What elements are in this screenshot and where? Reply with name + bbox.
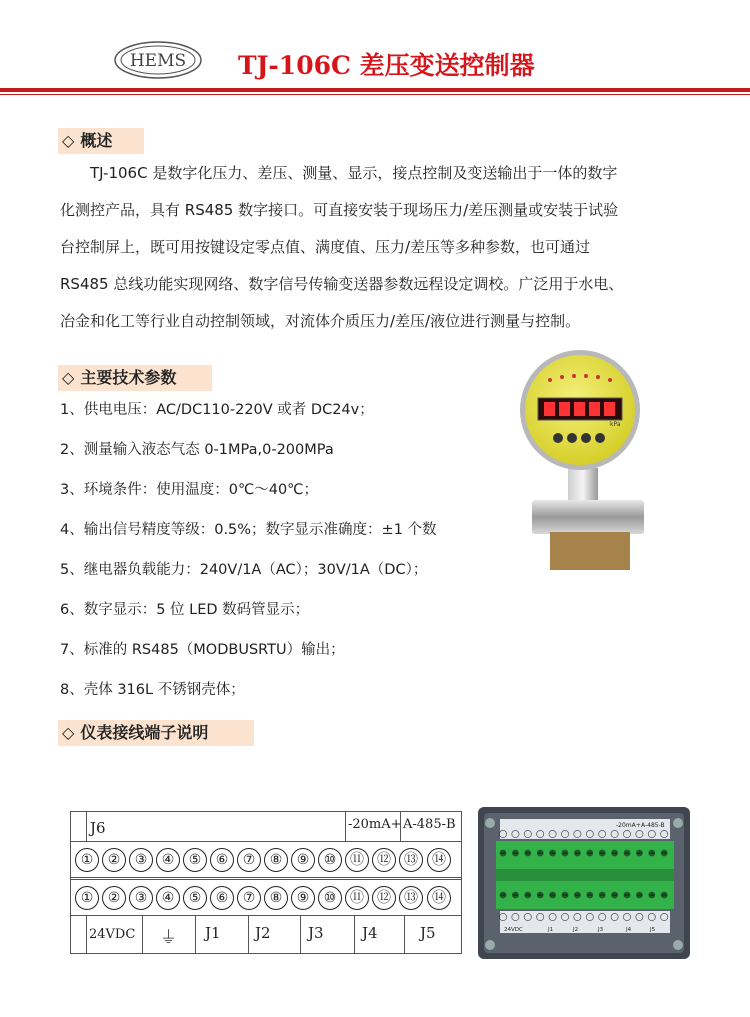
screw-slot: [600, 894, 605, 895]
terminal-number: ①: [75, 886, 99, 910]
spec-item: 8、壳体 316L 不锈钢壳体；: [60, 682, 245, 698]
screw-slot: [550, 894, 555, 895]
table-border: [70, 841, 462, 842]
screw-slot: [612, 852, 617, 853]
terminal-number: ⑦: [237, 848, 261, 872]
terminal-number: ⑧: [264, 848, 288, 872]
terminal-number: ③: [129, 848, 153, 872]
photo-24vdc-label: 24VDC: [504, 927, 523, 933]
terminal-block-photo: [478, 807, 690, 959]
table-border: [354, 915, 355, 953]
header-cell-j6: J6: [90, 819, 106, 837]
header-cell-current: -20mA+: [348, 817, 402, 832]
spec-item: 6、数字显示：5 位 LED 数码管显示；: [60, 602, 310, 618]
terminal-number: ⑫: [372, 848, 396, 872]
overview-line: 台控制屏上，既可用按键设定零点值、满度值、压力/差压等多种参数，也可通过: [60, 238, 591, 256]
terminal-number: ②: [102, 886, 126, 910]
terminal-number: ⑪: [345, 848, 369, 872]
ground-icon: ⏚: [160, 928, 177, 948]
table-border: [195, 915, 196, 953]
section-terminals-heading: ◇ 仪表接线端子说明: [58, 720, 254, 746]
terminal-number: ②: [102, 848, 126, 872]
page-title: TJ-106C 差压变送控制器: [238, 51, 535, 80]
terminal-number: ⑧: [264, 886, 288, 910]
screw-slot: [625, 852, 630, 853]
terminal-number: ⑭: [427, 886, 451, 910]
footer-cell-j3: J3: [308, 924, 324, 942]
photo-rs485-label: A-485-B: [641, 822, 665, 829]
terminal-number: ⑤: [183, 848, 207, 872]
terminal-number: ⑥: [210, 886, 234, 910]
screw-slot: [501, 852, 506, 853]
terminal-number: ⑦: [237, 886, 261, 910]
diamond-icon: ◇: [62, 131, 75, 150]
terminal-table: [70, 811, 462, 954]
header-rule-thin: [0, 94, 750, 95]
table-border: [461, 811, 462, 954]
screw-slot: [575, 894, 580, 895]
hems-logo: [113, 40, 203, 80]
overview-line: 化测控产品，具有 RS485 数字接口。可直接安装于现场压力/差压测量或安装于试验: [60, 201, 619, 219]
device-photo: [510, 350, 648, 570]
terminal-number: ①: [75, 848, 99, 872]
table-border: [86, 811, 87, 841]
terminal-number: ⑫: [372, 886, 396, 910]
screw-slot: [525, 894, 530, 895]
terminal-number: ③: [129, 886, 153, 910]
terminal-number: ⑩: [318, 848, 342, 872]
screw-slot: [649, 894, 654, 895]
terminal-number: ⑭: [427, 848, 451, 872]
terminal-number: ⑨: [291, 886, 315, 910]
header-rule: [0, 88, 750, 92]
screw-slot: [513, 894, 518, 895]
screw-slot: [538, 852, 543, 853]
photo-j1-label: J1: [548, 927, 554, 933]
terminal-number: ⑩: [318, 886, 342, 910]
footer-cell-j2: J2: [255, 924, 271, 942]
screw-slot: [587, 894, 592, 895]
photo-j4-label: J4: [626, 927, 632, 933]
footer-cell-j5: J5: [420, 924, 436, 942]
terminal-number: ⑬: [399, 886, 423, 910]
photo-current-label: -20mA+: [616, 822, 641, 829]
screw-slot: [600, 852, 605, 853]
diamond-icon: ◇: [62, 368, 75, 387]
table-border: [86, 915, 87, 953]
table-border: [70, 879, 462, 880]
spec-item: 1、供电电压：AC/DC110-220V 或者 DC24v；: [60, 402, 374, 418]
terminal-number: ⑨: [291, 848, 315, 872]
diamond-icon: ◇: [62, 723, 75, 742]
table-border: [70, 877, 462, 878]
table-border: [404, 915, 405, 953]
logo-text: HEMS: [129, 51, 187, 71]
photo-j2-label: J2: [573, 927, 579, 933]
spec-item: 7、标准的 RS485（MODBUSRTU）输出；: [60, 642, 345, 658]
screw-slot: [513, 852, 518, 853]
spec-item: 5、继电器负载能力：240V/1A（AC）；30V/1A（DC）；: [60, 562, 428, 578]
screw-slot: [587, 852, 592, 853]
terminal-number: ⑤: [183, 886, 207, 910]
table-border: [248, 915, 249, 953]
footer-cell-j1: J1: [205, 924, 221, 942]
screw-slot: [550, 852, 555, 853]
table-border: [70, 953, 462, 954]
screw-slot: [538, 894, 543, 895]
photo-j3-label: J3: [598, 927, 604, 933]
table-border: [345, 811, 346, 841]
photo-j5-label: J5: [650, 927, 656, 933]
spec-item: 4、输出信号精度等级：0.5%；数字显示准确度：±1 个数: [60, 522, 437, 538]
screw-slot: [525, 852, 530, 853]
overview-line: TJ-106C 是数字化压力、差压、测量、显示，接点控制及变送输出于一体的数字: [90, 164, 618, 182]
screw-slot: [662, 852, 667, 853]
screw-slot: [637, 852, 642, 853]
screw-slot: [625, 894, 630, 895]
screw-slot: [575, 852, 580, 853]
terminal-number: ⑥: [210, 848, 234, 872]
table-border: [70, 811, 71, 954]
screw-slot: [563, 894, 568, 895]
terminal-number: ④: [156, 848, 180, 872]
screw-slot: [612, 894, 617, 895]
table-border: [300, 915, 301, 953]
screw-slot: [637, 894, 642, 895]
overview-paragraph: [60, 155, 623, 340]
terminal-number: ⑬: [399, 848, 423, 872]
table-border: [142, 915, 143, 953]
terminal-number: ④: [156, 886, 180, 910]
footer-cell-24vdc: 24VDC: [89, 927, 136, 942]
section-overview-heading: ◇ 概述: [58, 128, 144, 154]
terminal-number: ⑪: [345, 886, 369, 910]
spec-item: 3、环境条件：使用温度：0℃～40℃；: [60, 482, 318, 498]
screw-slot: [662, 894, 667, 895]
spec-item: 2、测量输入液态气态 0-1MPa,0-200MPa: [60, 442, 334, 458]
screw-slot: [649, 852, 654, 853]
header-cell-rs485: A-485-B: [403, 817, 456, 832]
footer-cell-j4: J4: [362, 924, 378, 942]
screw-slot: [501, 894, 506, 895]
section-specs-heading: ◇ 主要技术参数: [58, 365, 212, 391]
kpa-label: kPa: [610, 421, 621, 428]
overview-line: 冶金和化工等行业自动控制领域，对流体介质压力/差压/液位进行测量与控制。: [60, 312, 581, 330]
overview-line: RS485 总线功能实现网络、数字信号传输变送器参数远程设定调校。广泛用于水电、: [60, 275, 624, 293]
screw-slot: [563, 852, 568, 853]
table-border: [70, 811, 462, 812]
